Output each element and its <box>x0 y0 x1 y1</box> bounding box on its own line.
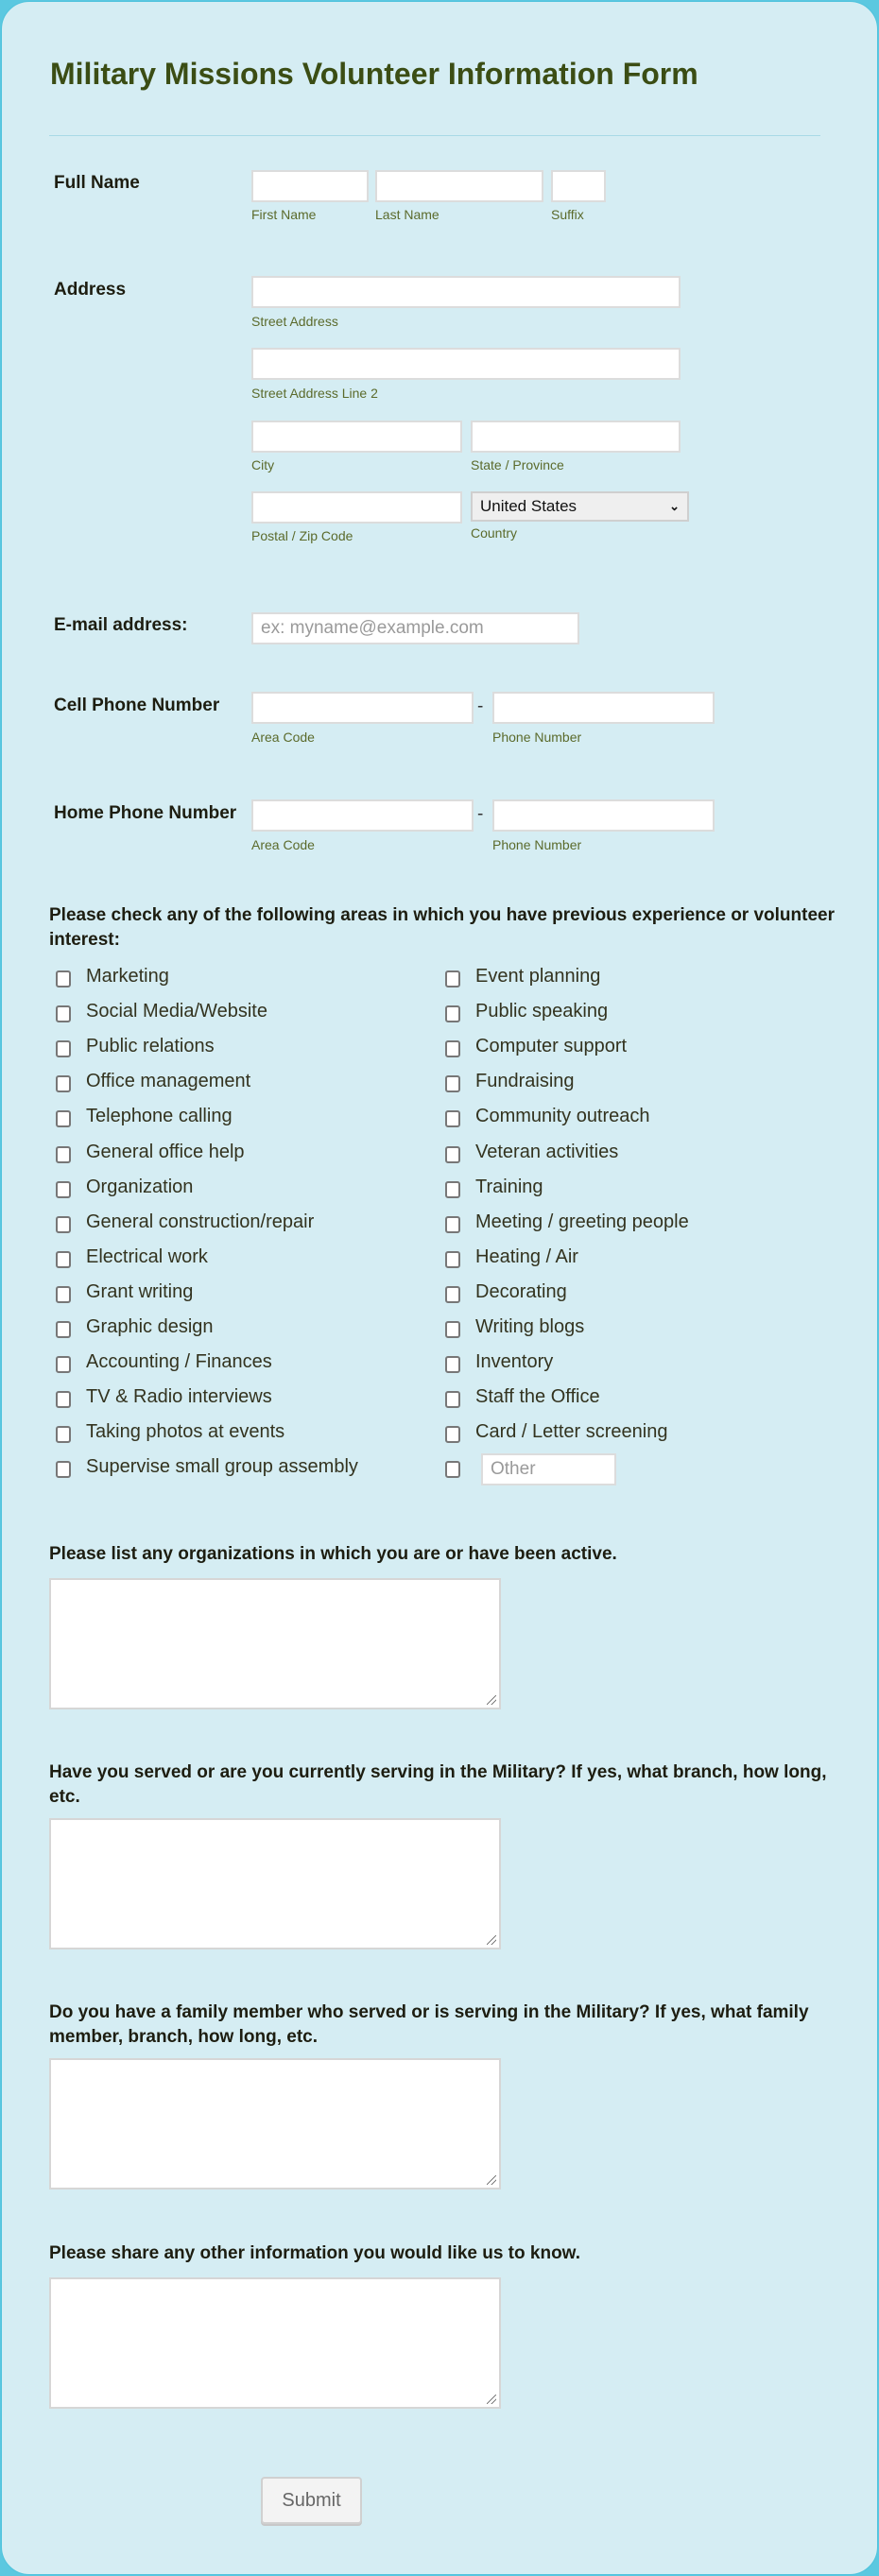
checkbox-label[interactable]: Accounting / Finances <box>86 1351 272 1372</box>
checkbox[interactable] <box>445 1181 460 1198</box>
checkbox-label[interactable]: Social Media/Website <box>86 1001 267 1022</box>
checkbox[interactable] <box>56 1040 71 1057</box>
checkbox[interactable] <box>445 1251 460 1268</box>
checkbox[interactable] <box>445 1391 460 1408</box>
organizations-question: Please list any organizations in which you are or have been active. <box>49 1544 617 1564</box>
other-checkbox[interactable] <box>445 1461 460 1478</box>
checkbox-label[interactable]: Community outreach <box>475 1106 650 1126</box>
checkbox-label[interactable]: Card / Letter screening <box>475 1421 668 1442</box>
home-phone-number-input[interactable] <box>492 799 715 832</box>
full-name-label: Full Name <box>54 173 140 193</box>
checkbox-label[interactable]: Public speaking <box>475 1001 609 1022</box>
home-area-code-sublabel: Area Code <box>251 837 315 852</box>
checkbox-label[interactable]: Office management <box>86 1071 251 1091</box>
organizations-textarea[interactable] <box>49 1578 501 1709</box>
family-member-question: Do you have a family member who served or is serving in the Military? If yes, what family member, branch, how long, etc. <box>49 2002 809 2047</box>
checkbox-label[interactable]: Marketing <box>86 966 169 987</box>
home-phone-label: Home Phone Number <box>54 803 237 823</box>
checkbox-label[interactable]: Public relations <box>86 1036 215 1056</box>
checkbox-label[interactable]: Heating / Air <box>475 1246 578 1267</box>
military-service-textarea[interactable] <box>49 1818 501 1949</box>
checkbox[interactable] <box>445 1146 460 1163</box>
checkbox[interactable] <box>445 1040 460 1057</box>
checkbox[interactable] <box>56 1286 71 1303</box>
street-address-2-input[interactable] <box>251 348 681 380</box>
country-value: United States <box>480 497 577 515</box>
postal-code-input[interactable] <box>251 491 462 524</box>
street-address-input[interactable] <box>251 276 681 308</box>
submit-button[interactable]: Submit <box>261 2477 362 2524</box>
other-info-question: Please share any other information you would like us to know. <box>49 2243 581 2263</box>
checkbox-label[interactable]: Graphic design <box>86 1316 214 1337</box>
checkbox-label[interactable]: General office help <box>86 1142 245 1162</box>
checkbox-label[interactable]: Writing blogs <box>475 1316 585 1337</box>
country-sublabel: Country <box>471 525 518 541</box>
checkbox-label[interactable]: General construction/repair <box>86 1211 315 1232</box>
checkbox[interactable] <box>56 1181 71 1198</box>
checkbox-label[interactable]: Veteran activities <box>475 1142 619 1162</box>
resize-handle-icon[interactable] <box>487 1935 496 1945</box>
checkbox[interactable] <box>445 1216 460 1233</box>
checkbox[interactable] <box>56 1075 71 1092</box>
home-phone-number-sublabel: Phone Number <box>492 837 582 852</box>
resize-handle-icon[interactable] <box>487 2175 496 2185</box>
other-info-textarea[interactable] <box>49 2277 501 2409</box>
checkbox-label[interactable]: Supervise small group assembly <box>86 1456 358 1477</box>
checkbox-label[interactable]: Grant writing <box>86 1281 194 1302</box>
city-input[interactable] <box>251 421 462 453</box>
cell-phone-separator: - <box>477 696 484 716</box>
cell-area-code-input[interactable] <box>251 692 474 724</box>
checkbox[interactable] <box>445 1075 460 1092</box>
checkbox[interactable] <box>56 1216 71 1233</box>
checkbox-label[interactable]: Telephone calling <box>86 1106 233 1126</box>
state-sublabel: State / Province <box>471 457 564 472</box>
checkbox-label[interactable]: Taking photos at events <box>86 1421 285 1442</box>
checkbox[interactable] <box>56 970 71 987</box>
checkbox[interactable] <box>445 1005 460 1022</box>
checkbox-label[interactable]: Electrical work <box>86 1246 208 1267</box>
checkbox[interactable] <box>56 1356 71 1373</box>
checkbox-label[interactable]: Organization <box>86 1176 194 1197</box>
street-address-2-sublabel: Street Address Line 2 <box>251 386 378 401</box>
checkbox[interactable] <box>445 1110 460 1127</box>
first-name-sublabel: First Name <box>251 207 317 222</box>
last-name-input[interactable] <box>375 170 543 202</box>
checkbox[interactable] <box>56 1005 71 1022</box>
checkbox-label[interactable]: Staff the Office <box>475 1386 600 1407</box>
checkbox[interactable] <box>445 1356 460 1373</box>
country-select[interactable] <box>471 491 689 522</box>
divider <box>49 135 820 136</box>
suffix-input[interactable] <box>551 170 606 202</box>
suffix-sublabel: Suffix <box>551 207 584 222</box>
checkbox-label[interactable]: TV & Radio interviews <box>86 1386 272 1407</box>
checkbox-label[interactable]: Training <box>475 1176 543 1197</box>
form-title: Military Missions Volunteer Information Form <box>50 57 698 91</box>
home-area-code-input[interactable] <box>251 799 474 832</box>
first-name-input[interactable] <box>251 170 369 202</box>
checkbox[interactable] <box>445 1286 460 1303</box>
email-label: E-mail address: <box>54 615 188 635</box>
other-input[interactable] <box>481 1453 616 1485</box>
cell-phone-label: Cell Phone Number <box>54 696 220 715</box>
checkbox-label[interactable]: Meeting / greeting people <box>475 1211 689 1232</box>
checkbox-label[interactable]: Fundraising <box>475 1071 575 1091</box>
checkbox[interactable] <box>445 970 460 987</box>
cell-phone-number-input[interactable] <box>492 692 715 724</box>
checkbox[interactable] <box>445 1426 460 1443</box>
state-input[interactable] <box>471 421 681 453</box>
checkbox-label[interactable]: Computer support <box>475 1036 628 1056</box>
street-address-sublabel: Street Address <box>251 314 338 329</box>
checkbox-label[interactable]: Decorating <box>475 1281 567 1302</box>
postal-code-sublabel: Postal / Zip Code <box>251 528 353 543</box>
military-service-question: Have you served or are you currently serving in the Military? If yes, what branch, how long, etc. <box>49 1762 827 1807</box>
family-member-textarea[interactable] <box>49 2058 501 2190</box>
interests-question: Please check any of the following areas in which you have previous experience or volunteer interest: <box>49 905 835 950</box>
cell-area-code-sublabel: Area Code <box>251 730 315 745</box>
resize-handle-icon[interactable] <box>487 2395 496 2404</box>
checkbox[interactable] <box>56 1110 71 1127</box>
checkbox[interactable] <box>56 1461 71 1478</box>
cell-phone-number-sublabel: Phone Number <box>492 730 582 745</box>
address-label: Address <box>54 280 127 300</box>
checkbox[interactable] <box>56 1321 71 1338</box>
chevron-down-icon: ⌄ <box>669 499 680 513</box>
email-input[interactable] <box>251 612 579 644</box>
home-phone-separator: - <box>477 804 484 824</box>
checkbox[interactable] <box>445 1321 460 1338</box>
checkbox[interactable] <box>56 1391 71 1408</box>
resize-handle-icon[interactable] <box>487 1695 496 1705</box>
checkbox[interactable] <box>56 1251 71 1268</box>
last-name-sublabel: Last Name <box>375 207 440 222</box>
checkbox[interactable] <box>56 1146 71 1163</box>
checkbox-label[interactable]: Inventory <box>475 1351 554 1372</box>
checkbox[interactable] <box>56 1426 71 1443</box>
checkbox-label[interactable]: Event planning <box>475 966 601 987</box>
city-sublabel: City <box>251 457 275 472</box>
